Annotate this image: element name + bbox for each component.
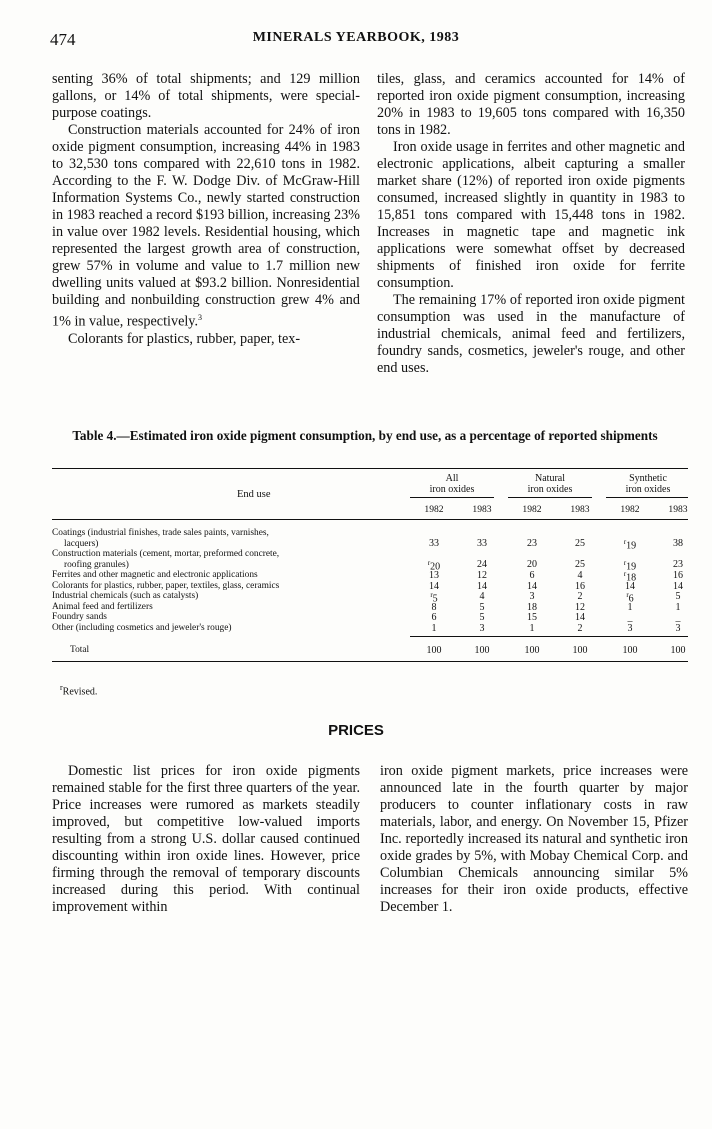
table-cell: $^r$19 — [623, 538, 637, 552]
table-cell: 2 — [577, 591, 583, 602]
running-title: MINERALS YEARBOOK, 1983 — [252, 30, 460, 45]
table-row-label: Ferrites and other magnetic and electronic applications — [52, 570, 258, 580]
table-cell: 13 — [429, 570, 439, 581]
table-cell: 1 — [529, 622, 535, 634]
total-label: Total — [70, 645, 90, 655]
table-cell: 6 — [529, 570, 535, 581]
table-row-label: Colorants for plastics, rubber, paper, textiles, glass, ceramics — [52, 580, 280, 591]
table-cell: 23 — [527, 538, 537, 549]
total-cell: 100 — [474, 645, 490, 656]
year-header: 1982 — [424, 504, 444, 515]
table-cell: $^r$6 — [626, 591, 634, 605]
table-row-label: Construction materials (cement, mortar, preformed concrete, roofing granules) — [52, 549, 280, 570]
table-cell: 12 — [477, 570, 487, 581]
table-bottom-rule — [52, 661, 688, 662]
table-cell: 1 — [675, 601, 681, 613]
total-cell: 100 — [622, 645, 638, 656]
table-cell: 14 — [673, 580, 683, 592]
prices-column-left — [52, 763, 360, 916]
table-cell: 14 — [625, 580, 635, 592]
year-header: 1983 — [472, 504, 492, 515]
total-cell: 100 — [572, 645, 588, 656]
year-header: 1983 — [668, 504, 688, 515]
table-cell: 4 — [479, 591, 485, 602]
year-header: 1983 — [570, 504, 590, 515]
table-top-rule — [52, 468, 688, 469]
table-cell: 3 — [675, 622, 681, 634]
paragraph: Construction materials accounted for 24% of iron oxide pigment consumption, increasing 44% in 1983 to 32,530 tons compared with 22,610 tons in 1982. According to the F. W. Dodge Div. of McGraw-Hill Information Systems Co., newly started construction in 1983 reached a record $193 billion, increasing 23% in value over 1982 levels. Residential housing, which represented the largest growth area of construction, grew 57% in volume and value to 1.7 million new dwelling units valued at $93.2 billion. Nonresidential building and nonbuilding construction grew 4% and 1% in value, respectively.$^3$ — [52, 122, 360, 330]
paragraph: senting 36% of total shipments; and 129 million gallons, or 14% of total shipments, were special-purpose coatings. — [52, 71, 360, 121]
total-cell: 100 — [524, 645, 540, 656]
table-cell: $^r$19 — [623, 559, 637, 573]
table-cell: 16 — [575, 580, 585, 592]
paragraph: The remaining 17% of reported iron oxide pigment consumption was used in the manufacture of industrial chemicals, animal feed and fertilizers, foundry sands, cosmetics, jeweler's rouge, and other end uses. — [377, 292, 685, 376]
table-cell: 3 — [627, 622, 633, 634]
table-cell: 1 — [431, 622, 437, 634]
table-cell: 24 — [477, 559, 487, 570]
table-cell: _ — [627, 612, 633, 623]
total-cell: 100 — [670, 645, 686, 656]
table-cell: $^r$20 — [427, 559, 441, 573]
table-cell: _ — [675, 612, 681, 623]
table-cell: 5 — [479, 601, 485, 613]
table-cell: 14 — [527, 580, 537, 592]
table-cell: 16 — [673, 570, 683, 581]
paragraph: Domestic list prices for iron oxide pigments remained stable for the first three quarters of the year. Price increases were rumored as markets steadily improved, but competitive low-valued imports resulting from a strong U.S. dollar caused continued discounting within iron oxide lines. However, price firming through the removal of temporary discounts increased during this period. With continual improvement within — [52, 763, 360, 915]
section-heading: PRICES — [328, 722, 384, 739]
table-cell: $^r$18 — [623, 570, 637, 584]
table-cell: 14 — [477, 580, 487, 592]
paragraph: tiles, glass, and ceramics accounted for 14% of reported iron oxide pigment consumption, increasing 20% in 1983 to 19,605 tons compared with 16,350 tons in 1982. — [377, 71, 685, 138]
table-cell: 3 — [529, 591, 535, 602]
table-cell: 8 — [431, 601, 437, 613]
table-cell: 5 — [675, 591, 681, 602]
table-cell: $^r$5 — [430, 591, 438, 605]
table-cell: 4 — [577, 570, 583, 581]
body-column-right — [377, 71, 685, 377]
table-cell: 14 — [429, 580, 439, 592]
total-cell: 100 — [426, 645, 442, 656]
table-cell: 20 — [527, 559, 537, 570]
table-cell: 5 — [479, 612, 485, 623]
table-cell: 38 — [673, 538, 683, 549]
paragraph: Iron oxide usage in ferrites and other magnetic and electronic applications, albeit capturing a smaller market share (12%) of reported iron oxide pigments consumed, increased slightly in quantity in 1983 to 15,851 tons compared with 15,448 tons in 1982. Increases in magnetic tape and magnetic ink applications were somewhat offset by decreased shipments of finished iron oxide for ferrite consumption. — [377, 139, 685, 291]
column-group-synthetic: Synthetic iron oxides — [625, 473, 671, 495]
paragraph: Colorants for plastics, rubber, paper, tex- — [68, 330, 301, 347]
table-cell: 33 — [429, 538, 439, 549]
table-cell: 18 — [527, 601, 537, 613]
table-footnote: $^r$Revised. — [60, 683, 98, 698]
paragraph: iron oxide pigment markets, price increases were announced late in the fourth quarter by major producers to counter inflationary costs in raw materials, labor, and energy. On November 15, Pfizer Inc. reportedly increased its natural and synthetic iron oxide grades by 5%, with Mobay Chemical Corp. and Columbian Chemicals announcing similar 5% increases for their iron oxide products, effective December 1. — [380, 763, 688, 915]
year-header: 1982 — [522, 504, 542, 515]
column-group-all: All iron oxides — [429, 473, 475, 495]
table-row-label: Foundry sands — [52, 612, 107, 622]
footnote-ref: 3 — [198, 313, 203, 322]
prices-column-right — [380, 763, 688, 916]
table-cell: 25 — [575, 559, 585, 570]
table-cell: 3 — [479, 622, 485, 634]
table-cell: 23 — [673, 559, 683, 570]
column-group-natural: Natural iron oxides — [527, 473, 573, 495]
table-title: Table 4.—Estimated iron oxide pigment consumption, by end use, as a percentage of reported shipments — [72, 428, 658, 443]
body-column-left — [52, 71, 360, 348]
table-cell: 15 — [527, 612, 537, 623]
table-row-label: Industrial chemicals (such as catalysts) — [52, 591, 199, 601]
table-row-label: Other (including cosmetics and jeweler's rouge) — [52, 622, 232, 633]
table-row-label: Animal feed and fertilizers — [52, 601, 153, 612]
year-header: 1982 — [620, 504, 640, 515]
table-cell: 12 — [575, 601, 585, 613]
data-table — [52, 466, 688, 676]
table-cell: 1 — [627, 601, 633, 613]
table-cell: 33 — [477, 538, 487, 549]
page-number: 474 — [50, 30, 76, 49]
table-cell: 14 — [575, 612, 585, 623]
table-row-label: Coatings (industrial finishes, trade sales paints, varnishes, lacquers) — [52, 528, 269, 549]
stub-header: End use — [237, 489, 271, 500]
table-cell: 2 — [577, 622, 583, 634]
table-cell: 6 — [431, 612, 437, 623]
table-cell: 25 — [575, 538, 585, 549]
